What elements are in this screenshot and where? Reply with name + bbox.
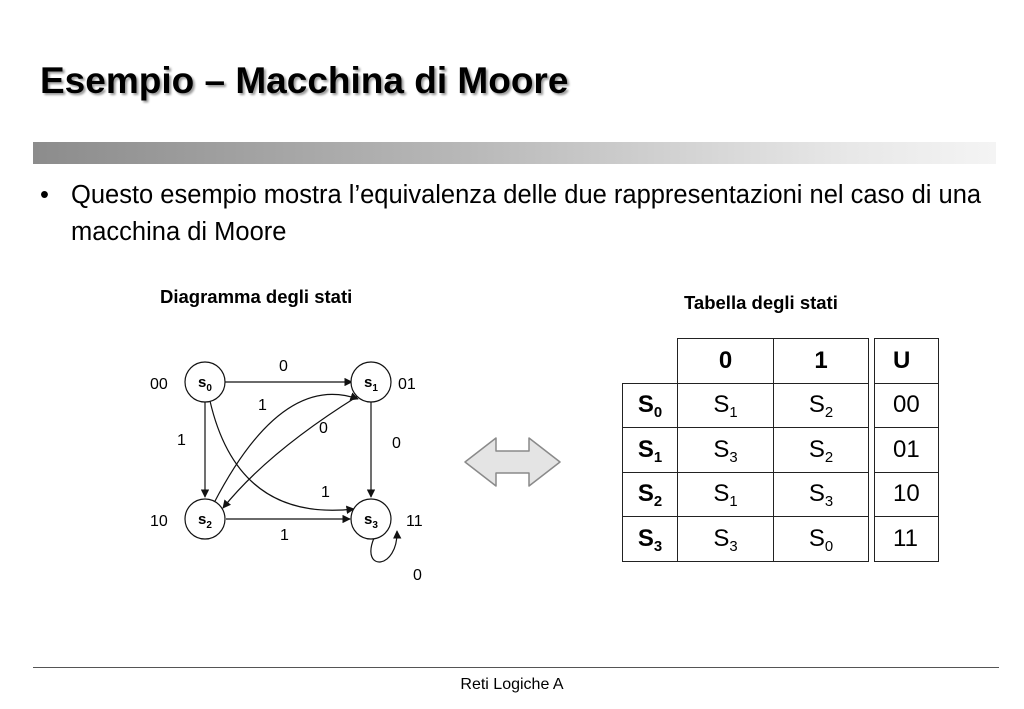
state-index: 1 xyxy=(729,405,738,422)
table-row xyxy=(623,517,869,562)
state-index: 2 xyxy=(653,494,663,511)
state-index: 3 xyxy=(729,449,738,466)
state-index: 3 xyxy=(729,538,738,555)
next-state xyxy=(678,383,774,428)
state-output: 01 xyxy=(398,376,416,393)
transition-s2-s1 xyxy=(214,394,358,503)
state-output: 10 xyxy=(150,513,168,530)
bullet-icon: • xyxy=(40,181,49,209)
transition-label: 0 xyxy=(319,420,328,437)
output-value: 10 xyxy=(875,472,939,517)
state-node-s2 xyxy=(185,499,225,539)
state-node-s3 xyxy=(351,499,391,539)
table-row xyxy=(623,472,869,517)
table-title: Tabella degli stati xyxy=(684,292,838,313)
next-state xyxy=(774,472,869,517)
state-node-s0 xyxy=(185,362,225,402)
row-state xyxy=(623,383,678,428)
state-letter: S xyxy=(637,524,654,552)
state-index: 0 xyxy=(653,405,663,422)
transition-label: 0 xyxy=(392,435,401,452)
state-name: s xyxy=(198,511,207,528)
output-value: 00 xyxy=(875,383,939,428)
input-header: 0 xyxy=(678,339,774,384)
state-index: 1 xyxy=(372,383,378,394)
table-header-row xyxy=(623,339,869,384)
state-index: 3 xyxy=(824,494,834,511)
transition-label: 1 xyxy=(177,432,186,449)
state-output: 11 xyxy=(406,513,423,530)
output-header: U xyxy=(875,339,939,384)
state-index: 0 xyxy=(206,383,212,394)
state-index: 1 xyxy=(653,449,663,466)
transition-label: 0 xyxy=(279,358,288,375)
diagram-title: Diagramma degli stati xyxy=(160,286,353,307)
state-letter: S xyxy=(808,391,825,419)
state-letter: S xyxy=(808,524,825,552)
state-letter: S xyxy=(808,435,825,463)
transition-label: 1 xyxy=(280,527,289,544)
state-index: 0 xyxy=(824,538,834,555)
state-letter: S xyxy=(637,391,654,419)
footer-text: Reti Logiche A xyxy=(460,676,564,693)
state-letter: S xyxy=(713,480,730,508)
transition-label: 1 xyxy=(258,397,267,414)
next-state xyxy=(678,517,774,562)
next-state xyxy=(774,428,869,473)
slide-title: Esempio – Macchina di Moore xyxy=(40,60,569,101)
state-letter: S xyxy=(808,480,825,508)
output-value: 01 xyxy=(875,428,939,473)
row-state xyxy=(623,517,678,562)
state-letter: S xyxy=(637,435,654,463)
next-state xyxy=(678,472,774,517)
next-state xyxy=(774,517,869,562)
state-letter: S xyxy=(713,391,730,419)
transition-label: 0 xyxy=(413,567,422,584)
table-corner xyxy=(623,339,678,384)
next-state xyxy=(678,428,774,473)
transition-label: 1 xyxy=(321,484,330,501)
state-index: 3 xyxy=(653,538,663,555)
next-state xyxy=(774,383,869,428)
double-arrow-icon xyxy=(465,438,560,486)
state-letter: S xyxy=(637,480,654,508)
output-table xyxy=(874,338,939,562)
state-index: 2 xyxy=(206,520,212,531)
state-transition-table xyxy=(622,338,869,562)
state-index: 2 xyxy=(824,405,834,422)
state-index: 3 xyxy=(372,520,378,531)
table-row xyxy=(623,428,869,473)
state-name: s xyxy=(364,511,373,528)
state-name: s xyxy=(364,374,373,391)
bullet-text: Questo esempio mostra l’equivalenza delle due rappresentazioni nel caso di una macchina di Moore xyxy=(71,181,982,246)
state-index: 2 xyxy=(824,449,834,466)
state-node-s1 xyxy=(351,362,391,402)
input-header: 1 xyxy=(774,339,869,384)
state-name: s xyxy=(198,374,207,391)
footer-divider xyxy=(33,667,999,668)
output-value: 11 xyxy=(875,517,939,562)
state-letter: S xyxy=(713,435,730,463)
state-letter: S xyxy=(713,524,730,552)
row-state xyxy=(623,472,678,517)
state-index: 1 xyxy=(729,494,738,511)
transition-s1-s2 xyxy=(223,396,358,508)
row-state xyxy=(623,428,678,473)
transition-s0-s3 xyxy=(210,401,354,510)
state-output: 00 xyxy=(150,376,168,393)
table-row xyxy=(623,383,869,428)
